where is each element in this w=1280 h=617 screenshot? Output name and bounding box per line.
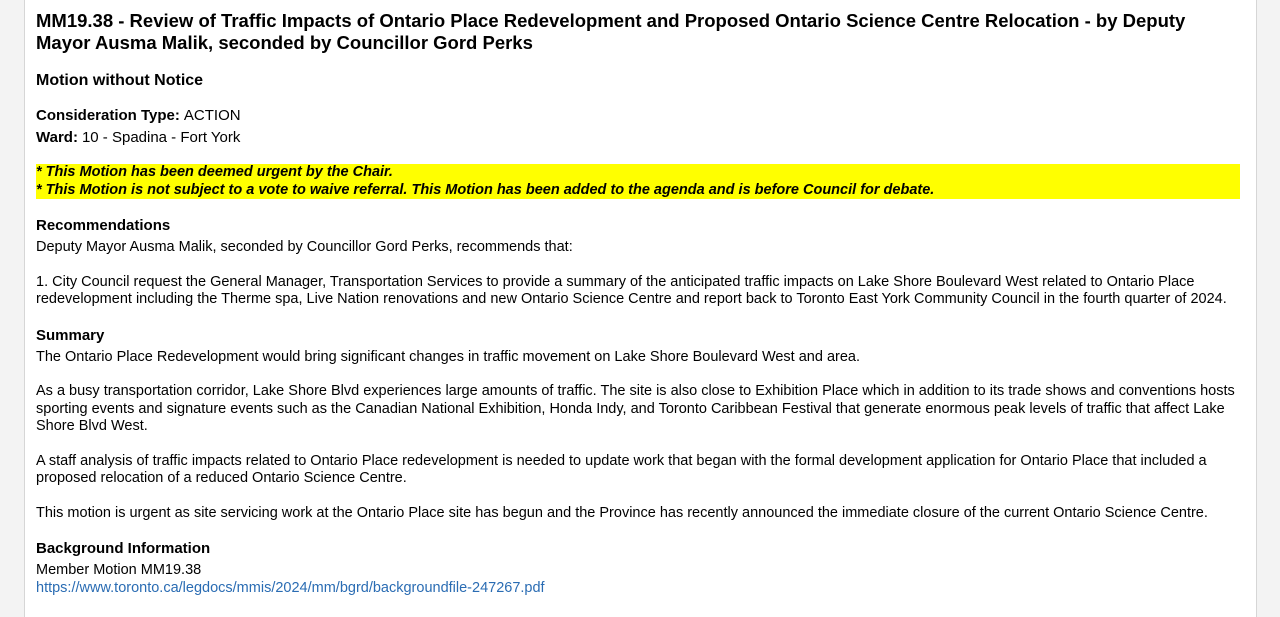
ward-label: Ward: xyxy=(36,129,78,146)
summary-paragraph: This motion is urgent as site servicing work at the Ontario Place site has begun and the Province has recently announced the immediate closure of the current Ontario Science Centre. xyxy=(36,504,1208,521)
summary-paragraph: As a busy transportation corridor, Lake Shore Blvd experiences large amounts of traffic. The site is also close to Exhibition Place which in addition to its trade shows and conventions hosts sporting events and signature events such as the Canadian National Exhibition, Honda Indy, and Toronto Caribbean Festival that generate enormous peak levels of traffic that affect Lake Shore Blvd West. xyxy=(36,383,1235,434)
summary-heading: Summary xyxy=(36,326,105,344)
page-title: MM19.38 - Review of Traffic Impacts of Ontario Place Redevelopment and Proposed Ontario Science Centre Relocation - by Deputy Mayor Ausma Malik, seconded by Councillor Gord Perks xyxy=(36,10,1186,53)
urgent-notice-line: * This Motion is not subject to a vote to waive referral. This Motion has been added to the agenda and is before Council for debate. xyxy=(36,181,935,198)
urgent-notice-line: * This Motion has been deemed urgent by the Chair. xyxy=(36,164,393,180)
motion-type: Motion without Notice xyxy=(36,72,204,89)
summary-paragraph: A staff analysis of traffic impacts related to Ontario Place redevelopment is needed to update work that began with the formal development application for Ontario Place that included a proposed relocation of a reduced Ontario Science Centre. xyxy=(36,452,1207,486)
recommendation-item: 1. City Council request the General Manager, Transportation Services to provide a summary of the anticipated traffic impacts on Lake Shore Boulevard West related to Ontario Place redevelopment including the Therme spa, Live Nation renovations and new Ontario Science Centre and report back to Toronto East York Community Council in the fourth quarter of 2024. xyxy=(36,273,1227,307)
document-page xyxy=(24,0,1257,617)
urgent-notice-box xyxy=(36,164,1240,199)
ward-value: 10 - Spadina - Fort York xyxy=(81,129,241,146)
background-heading: Background Information xyxy=(36,540,211,557)
summary-paragraph: The Ontario Place Redevelopment would bring significant changes in traffic movement on Lake Shore Boulevard West and area. xyxy=(36,348,861,365)
background-item: Member Motion MM19.38 xyxy=(36,562,202,578)
consideration-type-label: Consideration Type: xyxy=(36,107,180,124)
document-content xyxy=(36,10,1241,597)
consideration-type-value: ACTION xyxy=(183,107,241,124)
recommendations-intro: Deputy Mayor Ausma Malik, seconded by Councillor Gord Perks, recommends that: xyxy=(36,239,573,255)
background-file-link[interactable]: https://www.toronto.ca/legdocs/mmis/2024/mm/bgrd/backgroundfile-247267.pdf xyxy=(36,579,545,596)
consideration-type xyxy=(36,107,1241,125)
ward xyxy=(36,129,1241,147)
recommendations-heading: Recommendations xyxy=(36,217,171,234)
